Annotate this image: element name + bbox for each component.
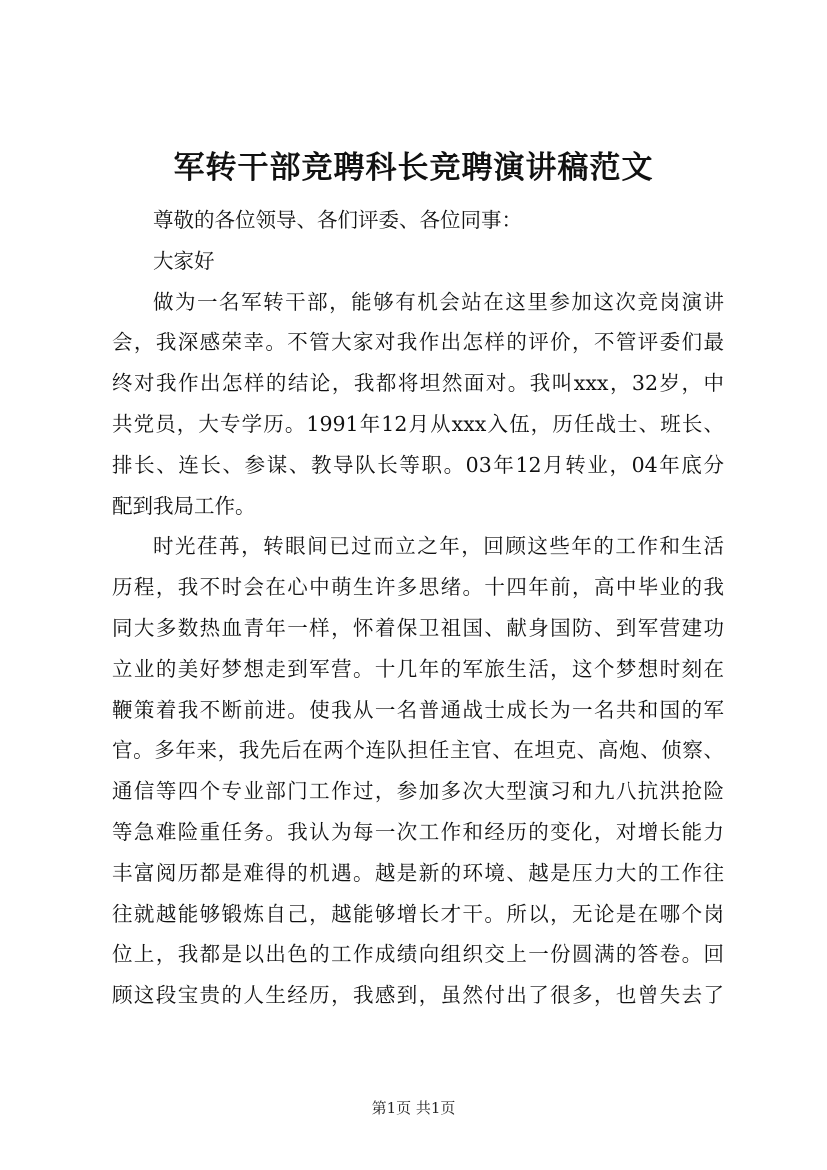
paragraph-line: 位上，我都是以出色的工作成绩向组织交上一份圆满的答卷。回 [112, 942, 724, 967]
document-body [112, 200, 724, 1016]
paragraph-line: 同大多数热血青年一样，怀着保卫祖国、献身国防、到军营建功 [112, 615, 724, 640]
paragraph-line: 立业的美好梦想走到军营。十几年的军旅生活，这个梦想时刻在 [112, 656, 724, 681]
paragraph-line: 做为一名军转干部，能够有机会站在这里参加这次竞岗演讲 [153, 289, 724, 314]
paragraph-line: 等急难险重任务。我认为每一次工作和经历的变化，对增长能力 [112, 819, 724, 844]
paragraph-line: 终对我作出怎样的结论，我都将坦然面对。我叫xxx，32岁，中 [112, 371, 724, 396]
paragraph-line: 排长、连长、参谋、教导队长等职。03年12月转业，04年底分 [112, 452, 724, 477]
greeting-line: 大家好 [153, 248, 215, 273]
paragraph-line: 时光荏苒，转眼间已过而立之年，回顾这些年的工作和生活 [153, 534, 724, 559]
document-title: 军转干部竞聘科长竞聘演讲稿范文 [173, 150, 654, 186]
paragraph-line: 共党员，大专学历。1991年12月从xxx入伍，历任战士、班长、 [112, 411, 724, 436]
paragraph-line: 历程，我不时会在心中萌生许多思绪。十四年前，高中毕业的我 [112, 575, 724, 600]
paragraph-line: 会，我深感荣幸。不管大家对我作出怎样的评价，不管评委们最 [112, 330, 724, 355]
paragraph-line: 官。多年来，我先后在两个连队担任主官、在坦克、高炮、侦察、 [112, 738, 724, 763]
salutation-line: 尊敬的各位领导、各们评委、各位同事： [153, 208, 522, 232]
page-footer: 第1页 共1页 [371, 1099, 456, 1117]
paragraph-line: 鞭策着我不断前进。使我从一名普通战士成长为一名共和国的军 [112, 697, 724, 722]
paragraph-line: 丰富阅历都是难得的机遇。越是新的环境、越是压力大的工作往 [112, 860, 724, 885]
paragraph-line: 配到我局工作。 [112, 493, 256, 518]
paragraph-line: 往就越能够锻炼自己，越能够增长才干。所以，无论是在哪个岗 [112, 901, 724, 926]
paragraph-line: 通信等四个专业部门工作过，参加多次大型演习和九八抗洪抢险 [112, 779, 724, 804]
paragraph-line: 顾这段宝贵的人生经历，我感到，虽然付出了很多，也曾失去了 [112, 983, 724, 1008]
